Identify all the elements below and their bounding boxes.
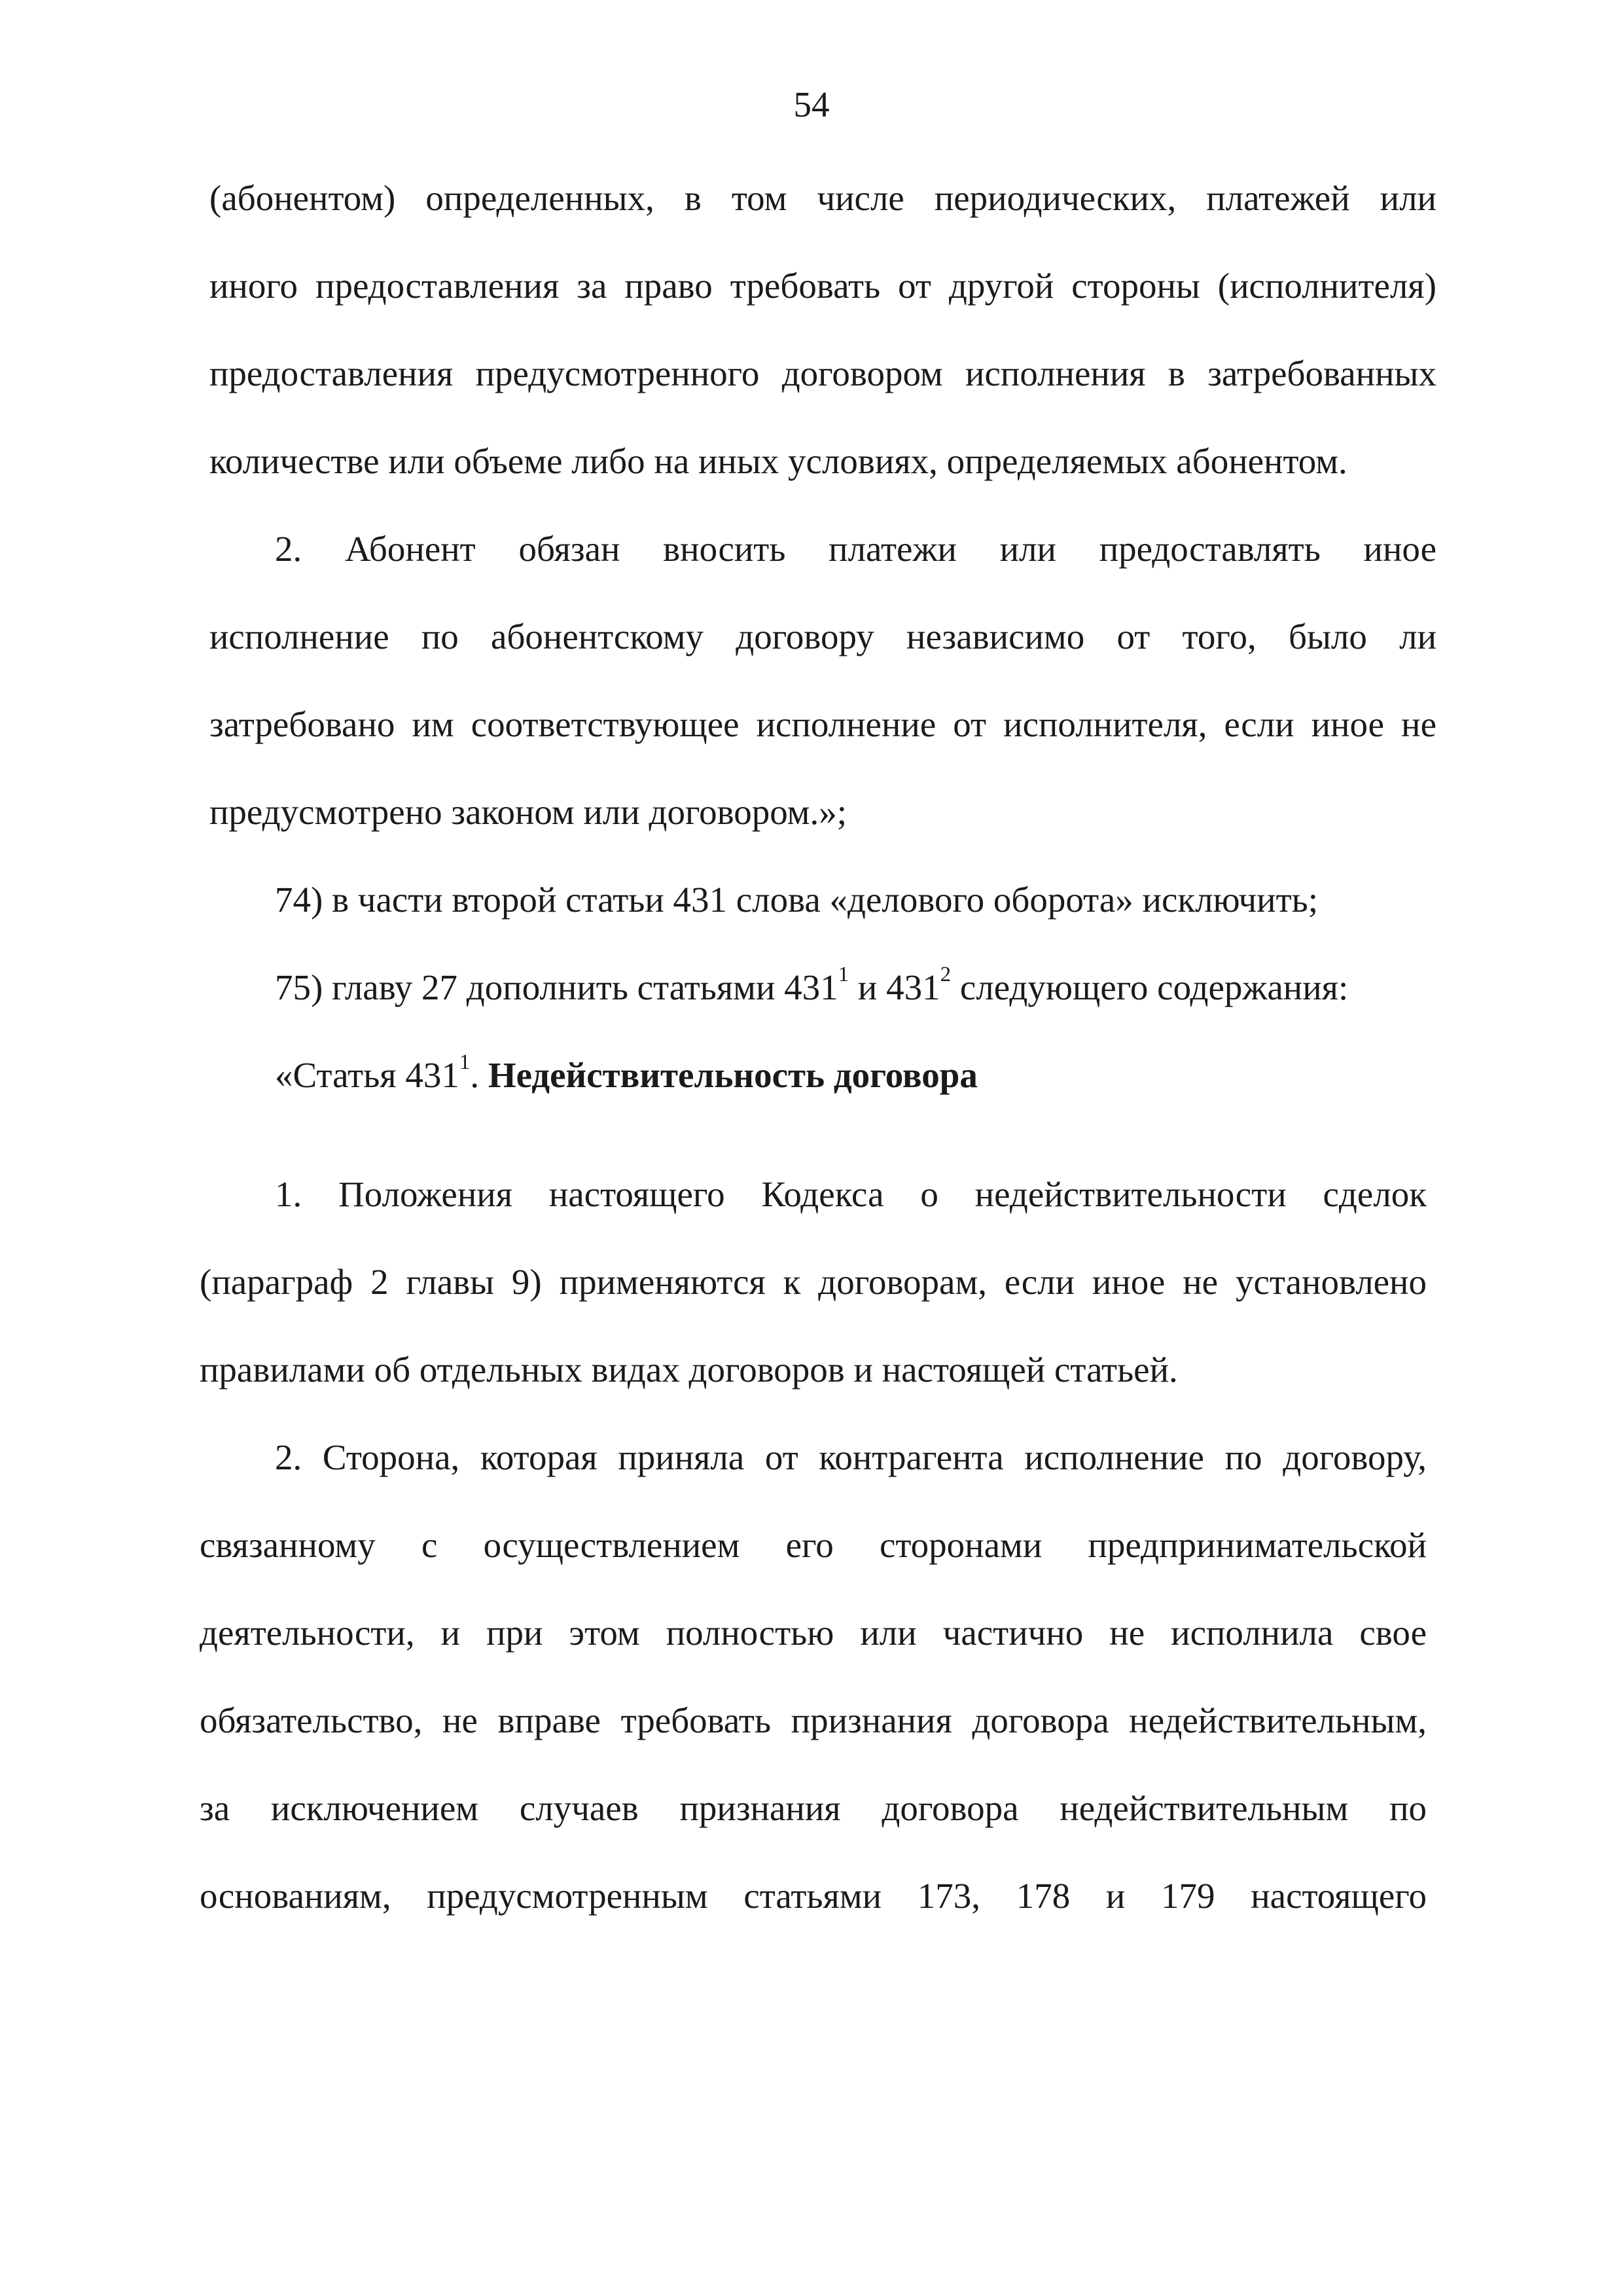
text-line: исполнение по абонентскому договору независимо от того, было ли bbox=[209, 617, 1436, 656]
superscript: 1 bbox=[838, 962, 849, 986]
text-line: (абонентом) определенных, в том числе периодических, платежей или bbox=[209, 178, 1436, 218]
text-line: 2. Сторона, которая приняла от контрагента исполнение по договору, bbox=[275, 1437, 1427, 1477]
text-line: правилами об отдельных видах договоров и настоящей статьей. bbox=[200, 1350, 1178, 1390]
article-title: Недействительность договора bbox=[488, 1055, 978, 1095]
text-segment: следующего содержания: bbox=[951, 967, 1349, 1007]
text-segment: и 431 bbox=[849, 967, 940, 1007]
text-line: 2. Абонент обязан вносить платежи или предоставлять иное bbox=[275, 529, 1436, 569]
text-line: количестве или объеме либо на иных условиях, определяемых абонентом. bbox=[209, 441, 1347, 481]
text-line: иного предоставления за право требовать от другой стороны (исполнителя) bbox=[209, 266, 1436, 306]
text-line: связанному с осуществлением его сторонами предпринимательской bbox=[200, 1525, 1427, 1565]
superscript: 1 bbox=[459, 1050, 471, 1074]
article-heading bbox=[275, 1046, 1436, 1105]
page-number: 54 bbox=[793, 84, 830, 124]
text-line: предусмотрено законом или договором.»; bbox=[209, 792, 847, 832]
text-line: предоставления предусмотренного договором исполнения в затребованных bbox=[209, 353, 1436, 393]
text-segment: 75) главу 27 дополнить статьями 431 bbox=[275, 967, 838, 1007]
text-segment: «Статья 431 bbox=[275, 1055, 459, 1095]
text-line: 1. Положения настоящего Кодекса о недействительности сделок bbox=[275, 1174, 1427, 1214]
text-line: основаниям, предусмотренным статьями 173, 178 и 179 настоящего bbox=[200, 1876, 1427, 1916]
text-line: деятельности, и при этом полностью или частично не исполнила свое bbox=[200, 1613, 1427, 1653]
text-line: за исключением случаев признания договора недействительным по bbox=[200, 1788, 1427, 1828]
text-line: (параграф 2 главы 9) применяются к договорам, если иное не установлено bbox=[200, 1262, 1427, 1302]
text-line: обязательство, не вправе требовать признания договора недействительным, bbox=[200, 1700, 1427, 1740]
text-line: 74) в части второй статьи 431 слова «делового оборота» исключить; bbox=[275, 880, 1319, 920]
text-line bbox=[275, 958, 1436, 1017]
text-line: затребовано им соответствующее исполнение от исполнителя, если иное не bbox=[209, 704, 1436, 744]
text-segment: . bbox=[470, 1055, 488, 1095]
superscript: 2 bbox=[940, 962, 952, 986]
